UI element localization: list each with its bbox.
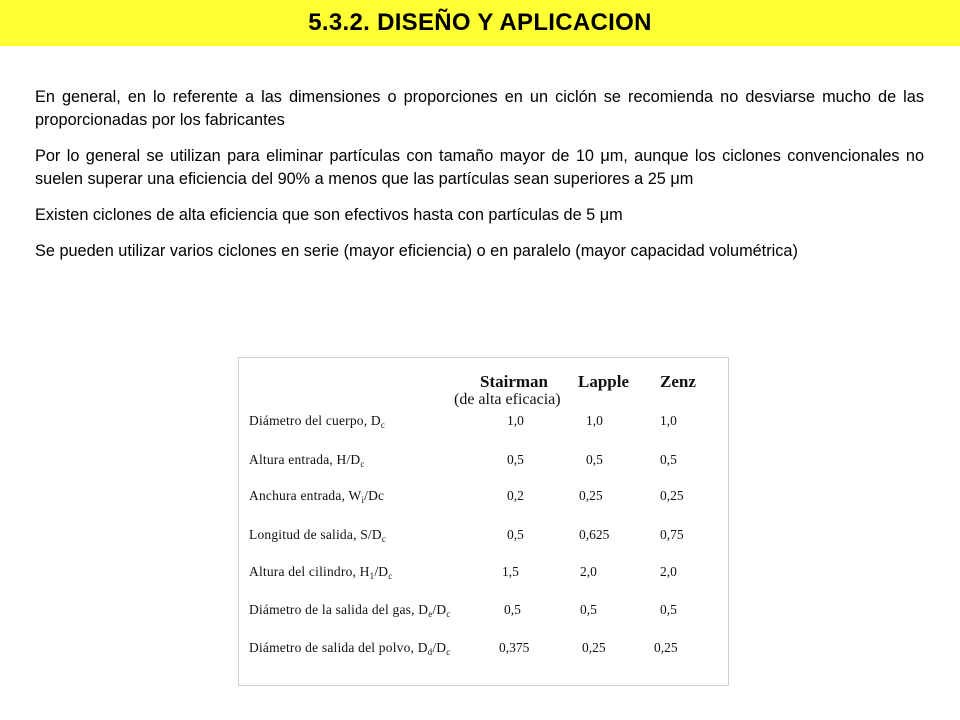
row-label-subscript: c [380,420,386,430]
cell-stairman: 0,375 [499,640,530,655]
row-label-text: Diámetro de salida del polvo, D [249,640,428,655]
cell-lapple: 0,5 [586,452,603,467]
paragraph: Se pueden utilizar varios ciclones en serie (mayor eficiencia) o en paralelo (mayor capacidad volumétrica) [35,242,798,260]
row-label-text: Diámetro de la salida del gas, D [249,602,429,617]
row-label-text: Altura del cilindro, H [249,564,370,579]
row-label-text: Longitud de salida, S/D [249,527,382,542]
cell-stairman: 1,5 [502,564,519,579]
cell-stairman: 0,5 [507,527,524,542]
cell-lapple: 0,25 [582,640,606,655]
cell-stairman: 0,2 [507,488,524,503]
row-label-subscript: i [361,495,365,505]
row-label [249,488,384,505]
row-label [249,452,365,469]
row-label-text: Altura entrada, H/D [249,452,361,467]
row-label-subscript: c [446,609,451,619]
row-label-subscript: d [427,647,433,657]
row-label-text-after: /D [432,602,447,617]
page-title: 5.3.2. DISEÑO Y APLICACION [308,9,652,36]
row-label-text-after: /D [432,640,447,655]
row-label-text-after: /D [374,564,389,579]
cell-stairman: 1,0 [507,413,524,428]
column-header-lapple: Lapple [578,372,630,391]
row-label-subscript: c [360,459,365,469]
cell-zenz: 0,75 [660,527,684,542]
row-label [249,413,385,430]
title-bar [0,0,960,46]
row-label-text: Diámetro del cuerpo, D [249,413,381,428]
cyclone-proportions-table [238,357,729,686]
cell-zenz: 0,5 [660,602,677,617]
row-label [249,527,386,544]
cell-zenz: 2,0 [660,564,677,579]
column-header-stairman: Stairman [480,372,548,391]
cell-lapple: 1,0 [586,413,603,428]
body-text [35,86,924,276]
cell-stairman: 0,5 [507,452,524,467]
row-label-subscript: 1 [369,571,375,581]
row-label-subscript: c [388,571,393,581]
row-label-text: Anchura entrada, W [249,488,362,503]
paragraph: Existen ciclones de alta eficiencia que son efectivos hasta con partículas de 5 μm [35,206,623,224]
cell-lapple: 2,0 [580,564,597,579]
cell-lapple: 0,25 [579,488,603,503]
row-label-subscript: c [381,534,387,544]
cell-stairman: 0,5 [504,602,521,617]
row-label [249,564,392,581]
column-header-zenz: Zenz [660,372,696,391]
cell-lapple: 0,5 [580,602,597,617]
cell-zenz: 1,0 [660,413,677,428]
column-note: (de alta eficacia) [454,391,561,408]
cell-lapple: 0,625 [579,527,610,542]
paragraph: Por lo general se utilizan para eliminar partículas con tamaño mayor de 10 μm, aunque los ciclones convencionales no suelen superar una eficiencia del 90% a menos que las partículas sean superiores a 25 μm [35,147,924,188]
row-label-subscript: c [446,647,451,657]
row-label [249,602,451,619]
cell-zenz: 0,5 [660,452,677,467]
paragraph: En general, en lo referente a las dimensiones o proporciones en un ciclón se recomienda no desviarse mucho de las proporcionadas por los fabricantes [35,88,924,129]
row-label-subscript: e [428,609,433,619]
row-label [249,640,450,657]
cell-zenz: 0,25 [654,640,678,655]
cell-zenz: 0,25 [660,488,684,503]
row-label-text-after: /Dc [364,488,385,503]
